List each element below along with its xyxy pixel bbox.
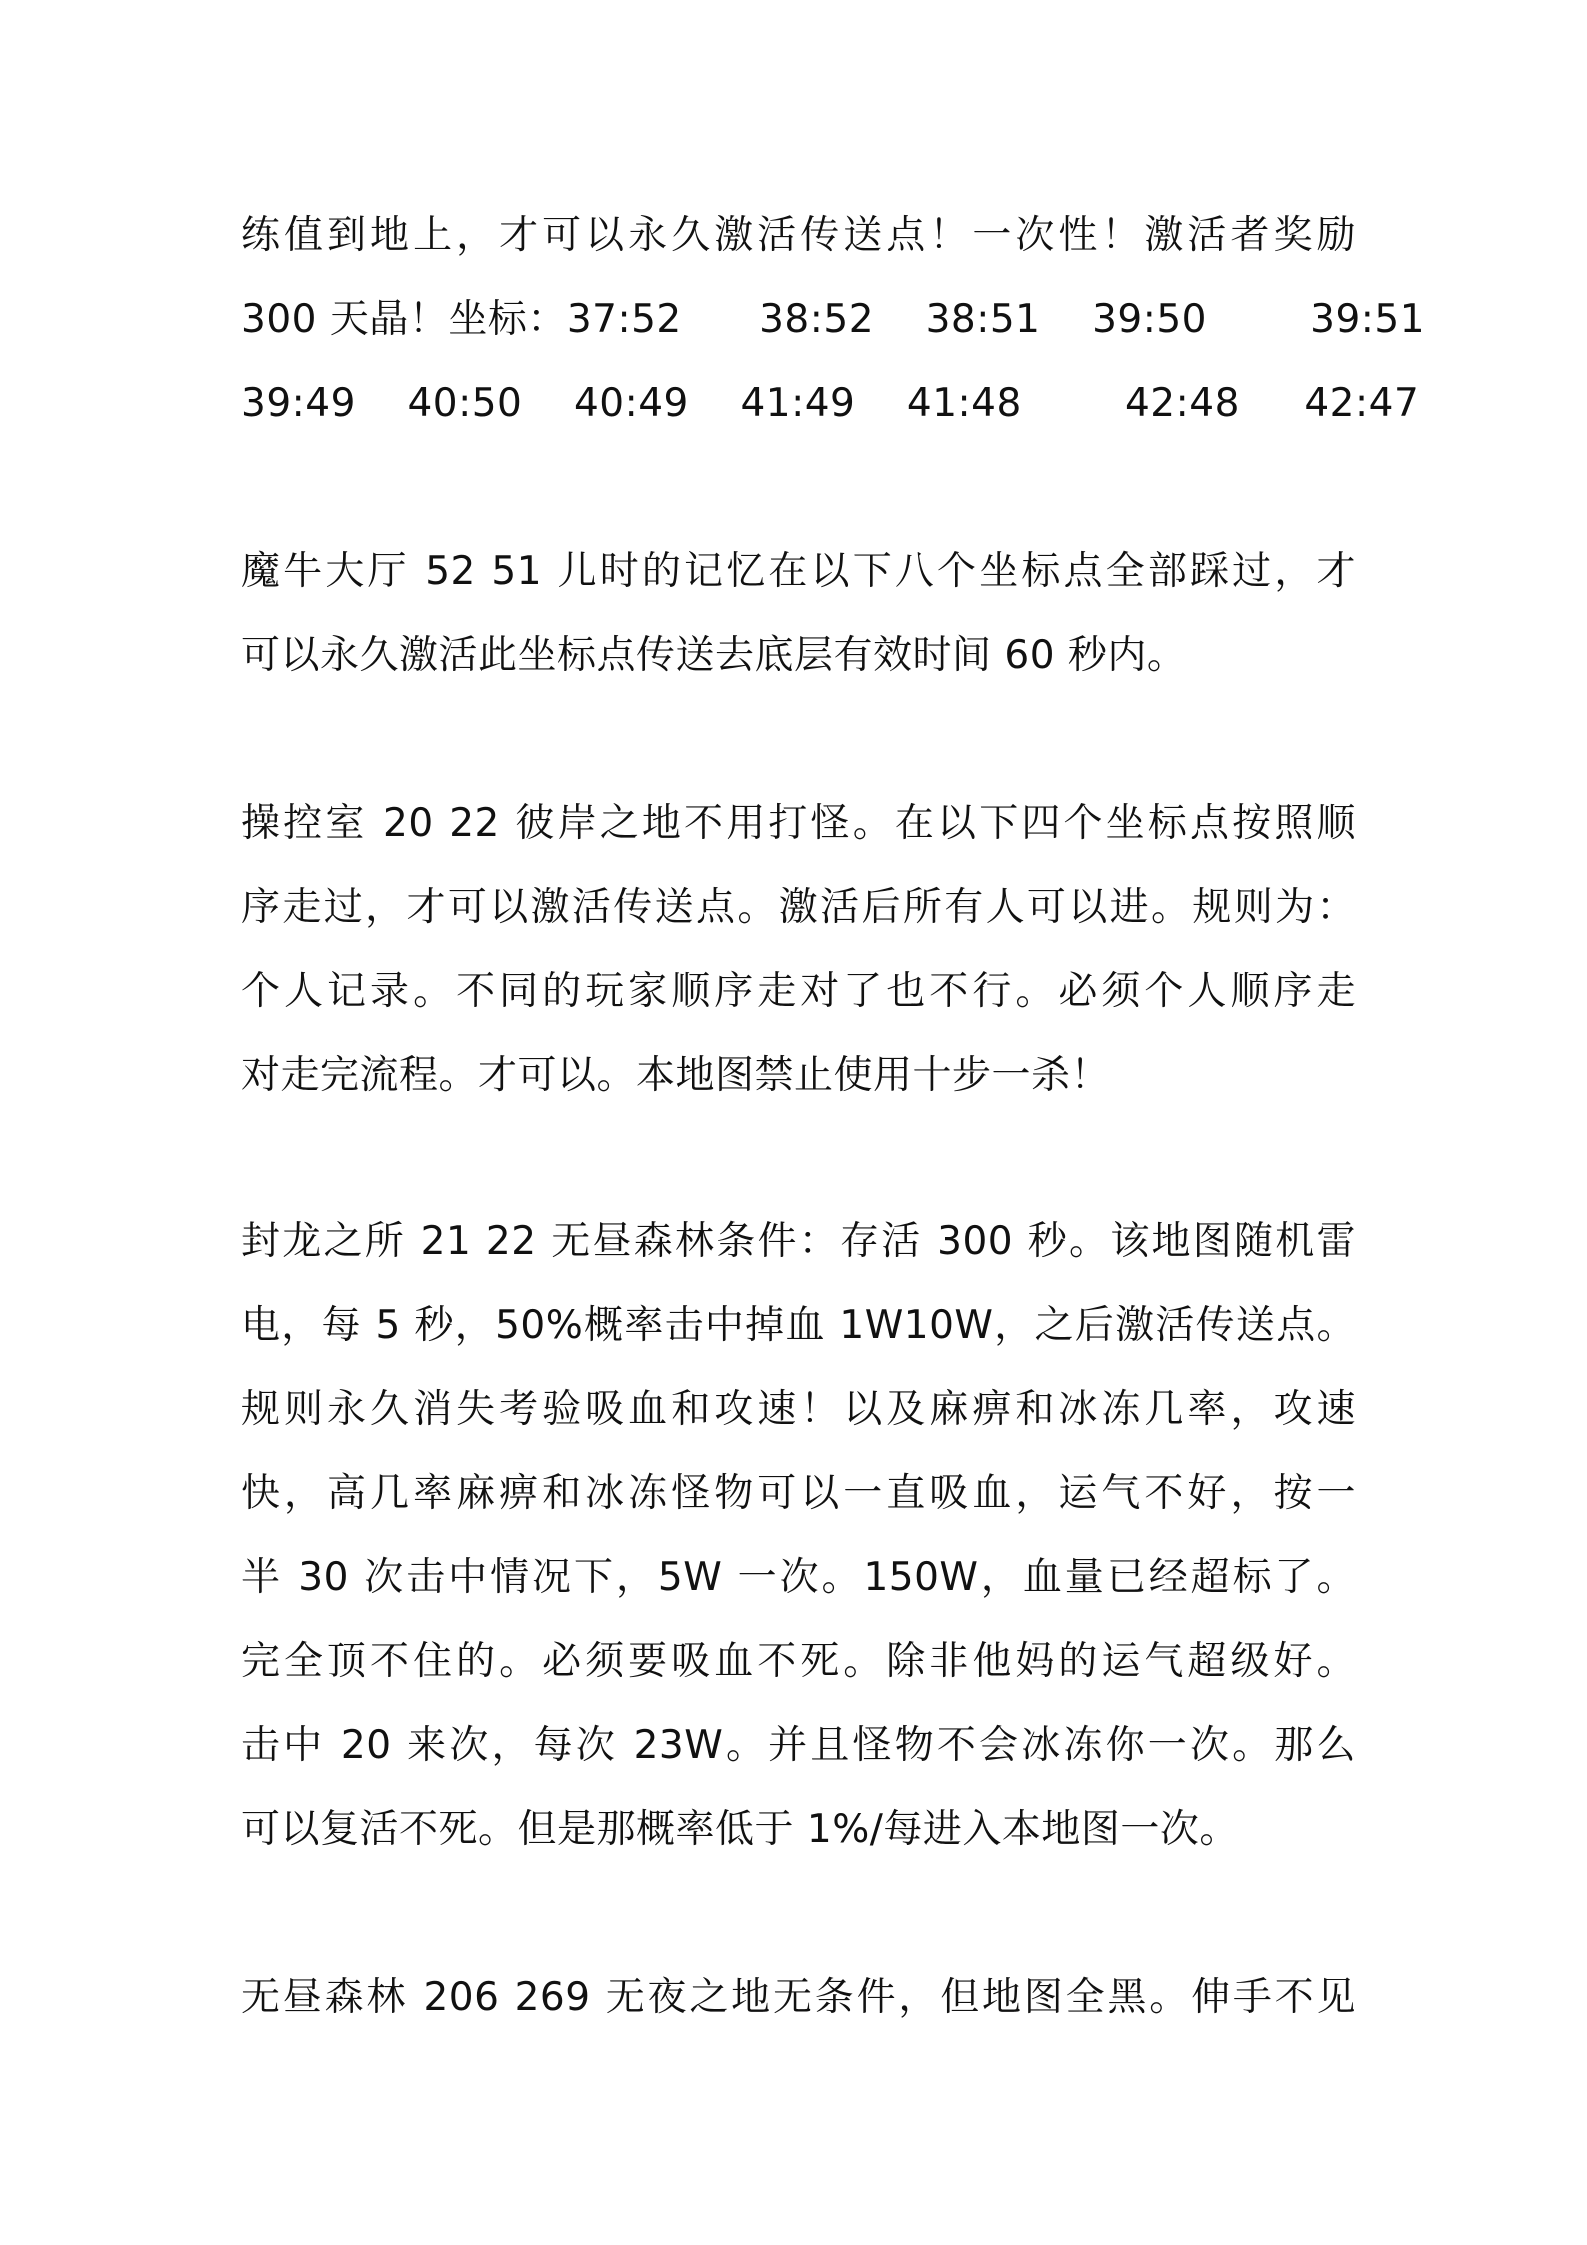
text-line: 无昼森林 206 269 无夜之地无条件，但地图全黑。伸手不见 (241, 1975, 1356, 2020)
text-line: 快，高几率麻痹和冰冻怪物可以一直吸血，运气不好，按一 (241, 1471, 1356, 1516)
paragraph-daylight-forest (241, 1956, 1356, 2040)
paragraph-control-room (241, 782, 1356, 1118)
text-line: 魔牛大厅 52 51 儿时的记忆在以下八个坐标点全部踩过，才 (241, 549, 1356, 594)
text-line: 半 30 次击中情况下，5W 一次。150W，血量已经超标了。 (241, 1555, 1356, 1600)
text-line: 可以永久激活此坐标点传送去底层有效时间 60 秒内。 (241, 633, 1187, 678)
text-line: 电，每 5 秒，50%概率击中掉血 1W10W，之后激活传送点。 (241, 1303, 1356, 1348)
text-line: 规则永久消失考验吸血和攻速！以及麻痹和冰冻几率，攻速 (241, 1387, 1356, 1432)
text-line-coordinates: 300 天晶！坐标：37:52 38:52 38:51 39:50 39:51 (241, 297, 1426, 342)
text-line: 个人记录。不同的玩家顺序走对了也不行。必须个人顺序走 (241, 969, 1356, 1014)
text-line: 序走过，才可以激活传送点。激活后所有人可以进。规则为： (241, 885, 1356, 930)
text-line: 操控室 20 22 彼岸之地不用打怪。在以下四个坐标点按照顺 (241, 801, 1356, 846)
text-line: 可以复活不死。但是那概率低于 1%/每进入本地图一次。 (241, 1807, 1239, 1852)
paragraph-dragon-seal (241, 1200, 1356, 1872)
text-line-coordinates: 39:49 40:50 40:49 41:49 41:48 42:48 42:47 (241, 381, 1420, 426)
paragraph-mo-niu-hall (241, 530, 1356, 698)
text-line: 练值到地上，才可以永久激活传送点！一次性！激活者奖励 (241, 213, 1356, 258)
paragraph-teleport-activation (241, 194, 1426, 446)
text-line: 对走完流程。才可以。本地图禁止使用十步一杀！ (241, 1053, 1111, 1098)
text-line: 封龙之所 21 22 无昼森林条件：存活 300 秒。该地图随机雷 (241, 1219, 1356, 1264)
text-line: 完全顶不住的。必须要吸血不死。除非他妈的运气超级好。 (241, 1639, 1356, 1684)
text-line: 击中 20 来次，每次 23W。并且怪物不会冰冻你一次。那么 (241, 1723, 1356, 1768)
